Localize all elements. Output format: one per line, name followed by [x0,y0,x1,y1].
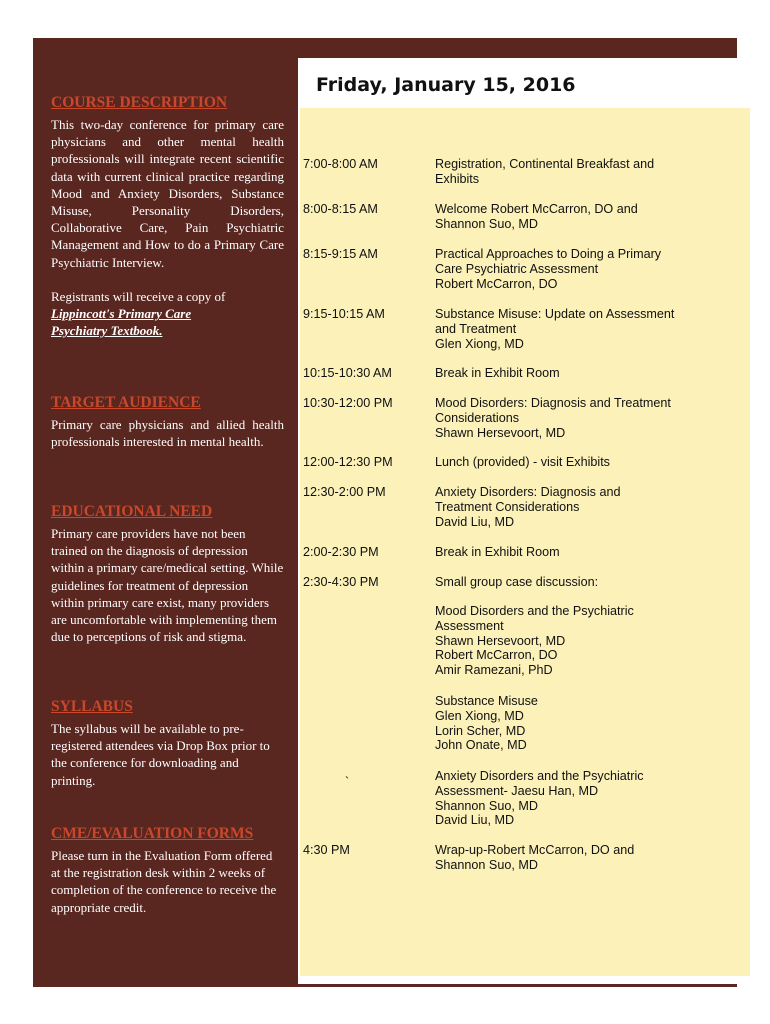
schedule-time: ` [345,775,350,789]
schedule-line: Glen Xiong, MD [435,708,524,723]
educational-need-text: Primary care providers have not been trained on the diagnosis of depression within a primary care/medical setting. While guidelines for treatment of depression within primary care exist, many providers are uncomfortable with implementing them due to perceptions of risk and stigma. [51,526,284,645]
schedule-line: Registration, Continental Breakfast and [435,157,655,171]
schedule-line: David Liu, MD [435,813,515,828]
schedule-line: Shannon Suo, MD [435,798,538,813]
schedule-line: Small group case discussion: [435,575,599,589]
schedule-line: Assessment- Jaesu Han, MD [435,783,599,798]
schedule-time: 2:30-4:30 PM [303,575,379,589]
schedule-line: Mood Disorders and the Psychiatric [435,604,634,618]
schedule-description [435,604,705,678]
schedule-line: Glen Xiong, MD [435,336,524,351]
target-audience-section [51,394,284,450]
textbook-title-line2: Psychiatry Textbook. [51,323,163,339]
schedule-line: Welcome Robert McCarron, DO and [435,202,638,216]
cme-section [51,825,284,916]
bottom-border [33,984,737,987]
registrants-text: Registrants will receive a copy of [51,288,226,304]
schedule-line: Lunch (provided) - visit Exhibits [435,455,610,469]
sidebar [33,58,298,986]
schedule-time: 8:15-9:15 AM [303,247,378,261]
syllabus-heading: SYLLABUS [51,698,133,715]
schedule-line: Wrap-up-Robert McCarron, DO and [435,843,635,857]
schedule-line: Break in Exhibit Room [435,545,560,559]
course-description-heading: COURSE DESCRIPTION [51,94,228,111]
schedule-line: Break in Exhibit Room [435,366,560,380]
top-banner-bar [33,38,737,58]
syllabus-section [51,698,284,789]
schedule-description [435,202,705,232]
schedule-line: Robert McCarron, DO [435,276,558,291]
schedule-line: Shannon Suo, MD [435,857,538,872]
schedule-description [435,455,705,470]
schedule-line: Lorin Scher, MD [435,723,526,738]
schedule-time: 7:00-8:00 AM [303,157,378,171]
schedule-time: 10:15-10:30 AM [303,366,392,380]
schedule-description [435,545,705,560]
schedule-description [435,396,705,440]
schedule-time: 12:00-12:30 PM [303,455,393,469]
schedule-line: David Liu, MD [435,514,515,529]
schedule-description [435,157,705,187]
schedule-time: 12:30-2:00 PM [303,485,386,499]
schedule-description [435,247,705,291]
schedule-description [435,307,705,351]
schedule-line: Substance Misuse [435,694,538,708]
schedule-description [435,694,705,753]
schedule-time: 9:15-10:15 AM [303,307,385,321]
schedule-time: 2:00-2:30 PM [303,545,379,559]
schedule-line: Amir Ramezani, PhD [435,663,553,678]
target-audience-heading: TARGET AUDIENCE [51,394,201,411]
schedule-line: John Onate, MD [435,738,527,753]
schedule-panel [300,108,750,976]
course-description-section [51,94,284,339]
schedule-line: Assessment [435,618,504,633]
syllabus-text: The syllabus will be available to pre-registered attendees via Drop Box prior to the conference for downloading and printing. [51,721,270,788]
schedule-line: Substance Misuse: Update on Assessment [435,307,675,321]
schedule-line: Shawn Hersevoort, MD [435,633,566,648]
schedule-line: Considerations [435,410,520,425]
schedule-line: Shawn Hersevoort, MD [435,425,566,440]
schedule-line: Shannon Suo, MD [435,216,538,231]
schedule-description [435,485,705,529]
educational-need-section [51,503,284,645]
schedule-date-heading: Friday, January 15, 2016 [316,74,576,96]
schedule-time: 4:30 PM [303,843,350,857]
schedule-line: Practical Approaches to Doing a Primary [435,247,662,261]
textbook-title-line1: Lippincott's Primary Care [51,306,192,322]
schedule-time: 10:30-12:00 PM [303,396,393,410]
schedule-line: Treatment Considerations [435,499,580,514]
cme-text: Please turn in the Evaluation Form offered at the registration desk within 2 weeks of completion of the conference to receive the appropriate credit. [51,848,277,915]
schedule-line: Mood Disorders: Diagnosis and Treatment [435,396,671,410]
schedule-line: Care Psychiatric Assessment [435,261,599,276]
educational-need-heading: EDUCATIONAL NEED [51,503,213,520]
schedule-description [435,843,705,873]
schedule-line: Anxiety Disorders: Diagnosis and [435,485,621,499]
schedule-time: 8:00-8:15 AM [303,202,378,216]
schedule-description [435,366,705,381]
cme-heading: CME/EVALUATION FORMS [51,825,254,842]
course-description-text: This two-day conference for primary care physicians and other mental health professionals will integrate recent scientific data with current clinical practice regarding Mood and Anxiety Disorders, Substance Misuse, Personality Disorders, Collaborative Care, Pain Psychiatric Management and How to do a Primary Care Psychiatric Interview. [51,117,284,270]
schedule-line: Anxiety Disorders and the Psychiatric [435,769,644,783]
schedule-description [435,769,705,828]
target-audience-text: Primary care physicians and allied health professionals interested in mental health. [51,417,284,450]
schedule-description [435,575,705,590]
schedule-line: Robert McCarron, DO [435,648,558,663]
schedule-line: and Treatment [435,321,517,336]
schedule-line: Exhibits [435,171,480,186]
